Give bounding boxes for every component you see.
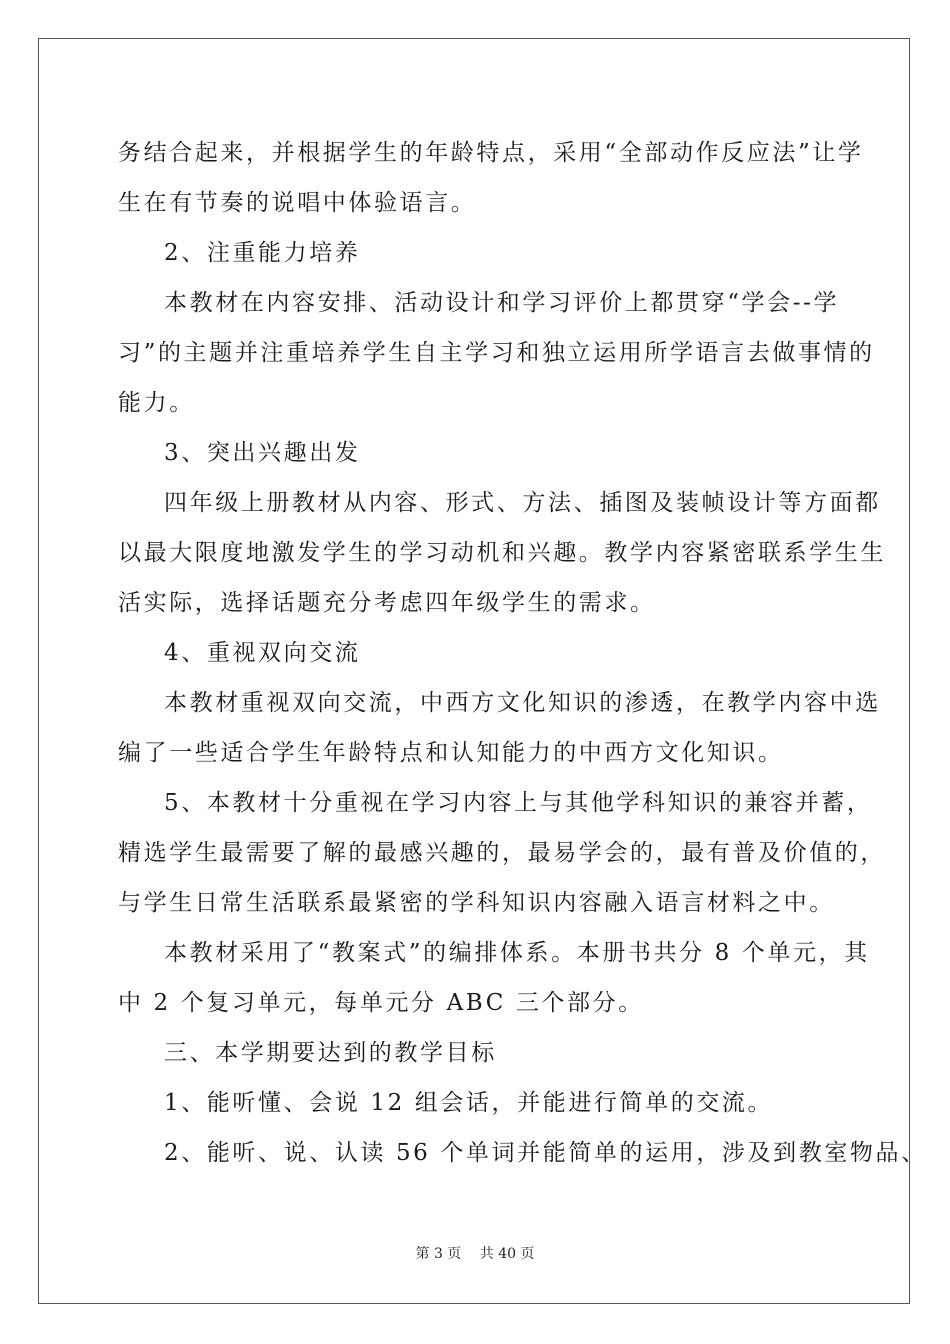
text-line: 3、突出兴趣出发 xyxy=(164,440,361,466)
text-line: 能力。 xyxy=(118,390,195,416)
text-line: 编了一些适合学生年龄特点和认知能力的中西方文化知识。 xyxy=(118,740,784,766)
text-line: 习”的主题并注重培养学生自主学习和独立运用所学语言去做事情的 xyxy=(118,340,875,366)
text-line: 本教材在内容安排、活动设计和学习评价上都贯穿“学会--学 xyxy=(164,290,840,316)
page-number-current: 第 3 页 xyxy=(415,1246,462,1262)
page-footer xyxy=(0,1243,950,1263)
text-line: 2、能听、说、认读 56 个单词并能简单的运用，涉及到教室物品、 xyxy=(164,1140,927,1166)
text-line: 以最大限度地激发学生的学习动机和兴趣。教学内容紧密联系学生生 xyxy=(118,540,886,566)
text-line: 三、本学期要达到的教学目标 xyxy=(164,1040,497,1066)
text-line: 四年级上册教材从内容、形式、方法、插图及装帧设计等方面都 xyxy=(164,490,881,516)
document-body xyxy=(118,128,927,1178)
text-line: 4、重视双向交流 xyxy=(164,640,361,666)
text-line: 与学生日常生活联系最紧密的学科知识内容融入语言材料之中。 xyxy=(118,890,835,916)
text-line: 精选学生最需要了解的最感兴趣的，最易学会的，最有普及价值的， xyxy=(118,840,886,866)
text-line: 本教材采用了“教案式”的编排体系。本册书共分 8 个单元，其 xyxy=(164,940,870,966)
text-line: 生在有节奏的说唱中体验语言。 xyxy=(118,190,477,216)
text-line: 2、注重能力培养 xyxy=(164,240,361,266)
text-line: 活实际，选择话题充分考虑四年级学生的需求。 xyxy=(118,590,656,616)
text-line: 本教材重视双向交流，中西方文化知识的渗透，在教学内容中选 xyxy=(164,690,881,716)
text-line: 务结合起来，并根据学生的年龄特点，采用“全部动作反应法”让学 xyxy=(118,140,864,166)
text-line: 1、能听懂、会说 12 组会话，并能进行简单的交流。 xyxy=(164,1090,774,1116)
text-line: 中 2 个复习单元，每单元分 ABC 三个部分。 xyxy=(118,990,644,1016)
page-number-total: 共 40 页 xyxy=(479,1246,535,1262)
text-line: 5、本教材十分重视在学习内容上与其他学科知识的兼容并蓄， xyxy=(164,790,873,816)
